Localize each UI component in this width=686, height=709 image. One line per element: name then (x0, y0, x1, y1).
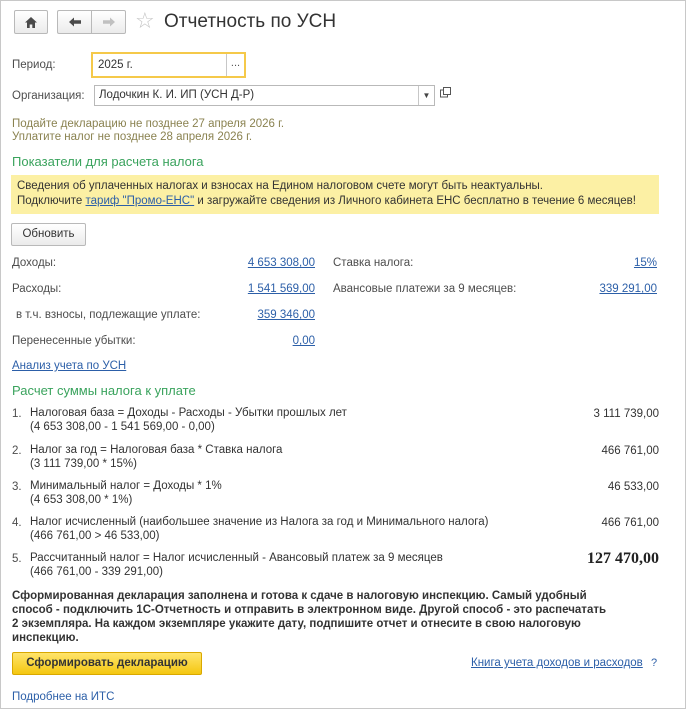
organization-value: Лодочкин К. И. ИП (УСН Д-Р) (99, 89, 255, 101)
warning-line-1: Сведения об уплаченных налогах и взносах на Едином налоговом счете могут быть неактуальны. (17, 180, 544, 192)
calc-step-5-detail: (466 761,00 - 339 291,00) (30, 566, 163, 578)
arrow-right-icon (102, 16, 116, 28)
tax-rate-label: Ставка налога: (333, 257, 414, 269)
forward-button[interactable] (91, 10, 126, 34)
calc-step-4-detail: (466 761,00 > 46 533,00) (30, 530, 160, 542)
favorite-star-icon[interactable]: ☆ (135, 8, 155, 33)
expenses-value-link[interactable]: 1 541 569,00 (247, 283, 315, 295)
calc-step-3-detail: (4 653 308,00 * 1%) (30, 494, 133, 506)
tax-deadline: Уплатите налог не позднее 28 апреля 2026 г. (12, 131, 253, 143)
calc-step-4-number: 4. (12, 517, 22, 529)
calc-step-3-formula: Минимальный налог = Доходы * 1% (30, 480, 222, 492)
open-window-icon (440, 87, 451, 98)
income-expense-ledger-link[interactable]: Книга учета доходов и расходов (471, 657, 643, 669)
calc-step-2-number: 2. (12, 445, 22, 457)
its-more-link[interactable]: Подробнее на ИТС (12, 691, 115, 703)
home-button[interactable] (14, 10, 48, 34)
contributions-value-link[interactable]: 359 346,00 (257, 309, 315, 321)
warning-line-2: Подключите тариф "Промо-ЕНС" и загружайте сведения из Личного кабинета ЕНС бесплатно в течение 6 месяцев! (17, 195, 636, 207)
usn-analysis-link[interactable]: Анализ учета по УСН (12, 360, 127, 372)
organization-field[interactable] (94, 85, 435, 106)
advance-payments-value-link[interactable]: 339 291,00 (599, 283, 657, 295)
period-field[interactable] (91, 52, 246, 78)
calc-step-1-formula: Налоговая база = Доходы - Расходы - Убытки прошлых лет (30, 407, 347, 419)
arrow-left-icon (68, 16, 82, 28)
calc-step-1-detail: (4 653 308,00 - 1 541 569,00 - 0,00) (30, 421, 215, 433)
income-value-link[interactable]: 4 653 308,00 (247, 257, 315, 269)
expenses-label: Расходы: (12, 283, 62, 295)
income-label: Доходы: (12, 257, 57, 269)
organization-label: Организация: (12, 90, 85, 102)
period-select-button[interactable]: ... (226, 54, 244, 76)
advance-payments-label: Авансовые платежи за 9 месяцев: (333, 283, 517, 295)
losses-value-link[interactable]: 0,00 (292, 335, 315, 347)
period-value: 2025 г. (98, 59, 133, 71)
calc-step-5-number: 5. (12, 553, 22, 565)
losses-label: Перенесенные убытки: (12, 335, 136, 347)
calc-step-1-value: 3 111 739,00 (593, 408, 659, 420)
submission-instructions: Сформированная декларация заполнена и готова к сдаче в налоговую инспекцию. Самый удобный способ - подключить 1С-Отчетность и отправить в электронном виде. Другой способ - это распечатать 2 экземпляра. На каждом экземпляре укажите дату, подпишите отчет и отнесите в свою налоговую инспекцию. (12, 590, 607, 644)
contributions-label: в т.ч. взносы, подлежащие уплате: (16, 309, 201, 321)
help-icon[interactable]: ? (651, 657, 658, 669)
generate-declaration-button[interactable]: Сформировать декларацию (12, 652, 202, 675)
ens-warning-banner (11, 175, 659, 214)
open-organization-button[interactable] (437, 86, 453, 105)
calc-step-2-detail: (3 111 739,00 * 15%) (30, 458, 137, 470)
calc-step-1-number: 1. (12, 408, 22, 420)
calc-step-3-value: 46 533,00 (607, 481, 659, 493)
calc-step-5-formula: Рассчитанный налог = Налог исчисленный - Авансовый платеж за 9 месяцев (30, 552, 443, 564)
page-title: Отчетность по УСН (164, 11, 337, 32)
promo-tariff-link[interactable]: тариф "Промо-ЕНС" (85, 195, 195, 207)
calculation-section-title: Расчет суммы налога к уплате (12, 383, 196, 398)
tax-rate-value-link[interactable]: 15% (633, 257, 657, 269)
calc-step-4-value: 466 761,00 (601, 517, 659, 529)
calc-step-4-formula: Налог исчисленный (наибольшее значение из Налога за год и Минимального налога) (30, 516, 489, 528)
home-icon (24, 16, 38, 29)
indicators-section-title: Показатели для расчета налога (12, 154, 204, 169)
calc-step-2-value: 466 761,00 (601, 445, 659, 457)
calc-step-5-value: 127 470,00 (587, 550, 659, 567)
calc-step-2-formula: Налог за год = Налоговая база * Ставка налога (30, 444, 283, 456)
back-button[interactable] (57, 10, 91, 34)
refresh-button[interactable]: Обновить (11, 223, 86, 246)
period-label: Период: (12, 59, 56, 71)
calc-step-3-number: 3. (12, 481, 22, 493)
dropdown-arrow-icon[interactable]: ▼ (418, 86, 434, 105)
declaration-deadline: Подайте декларацию не позднее 27 апреля 2026 г. (12, 118, 285, 130)
